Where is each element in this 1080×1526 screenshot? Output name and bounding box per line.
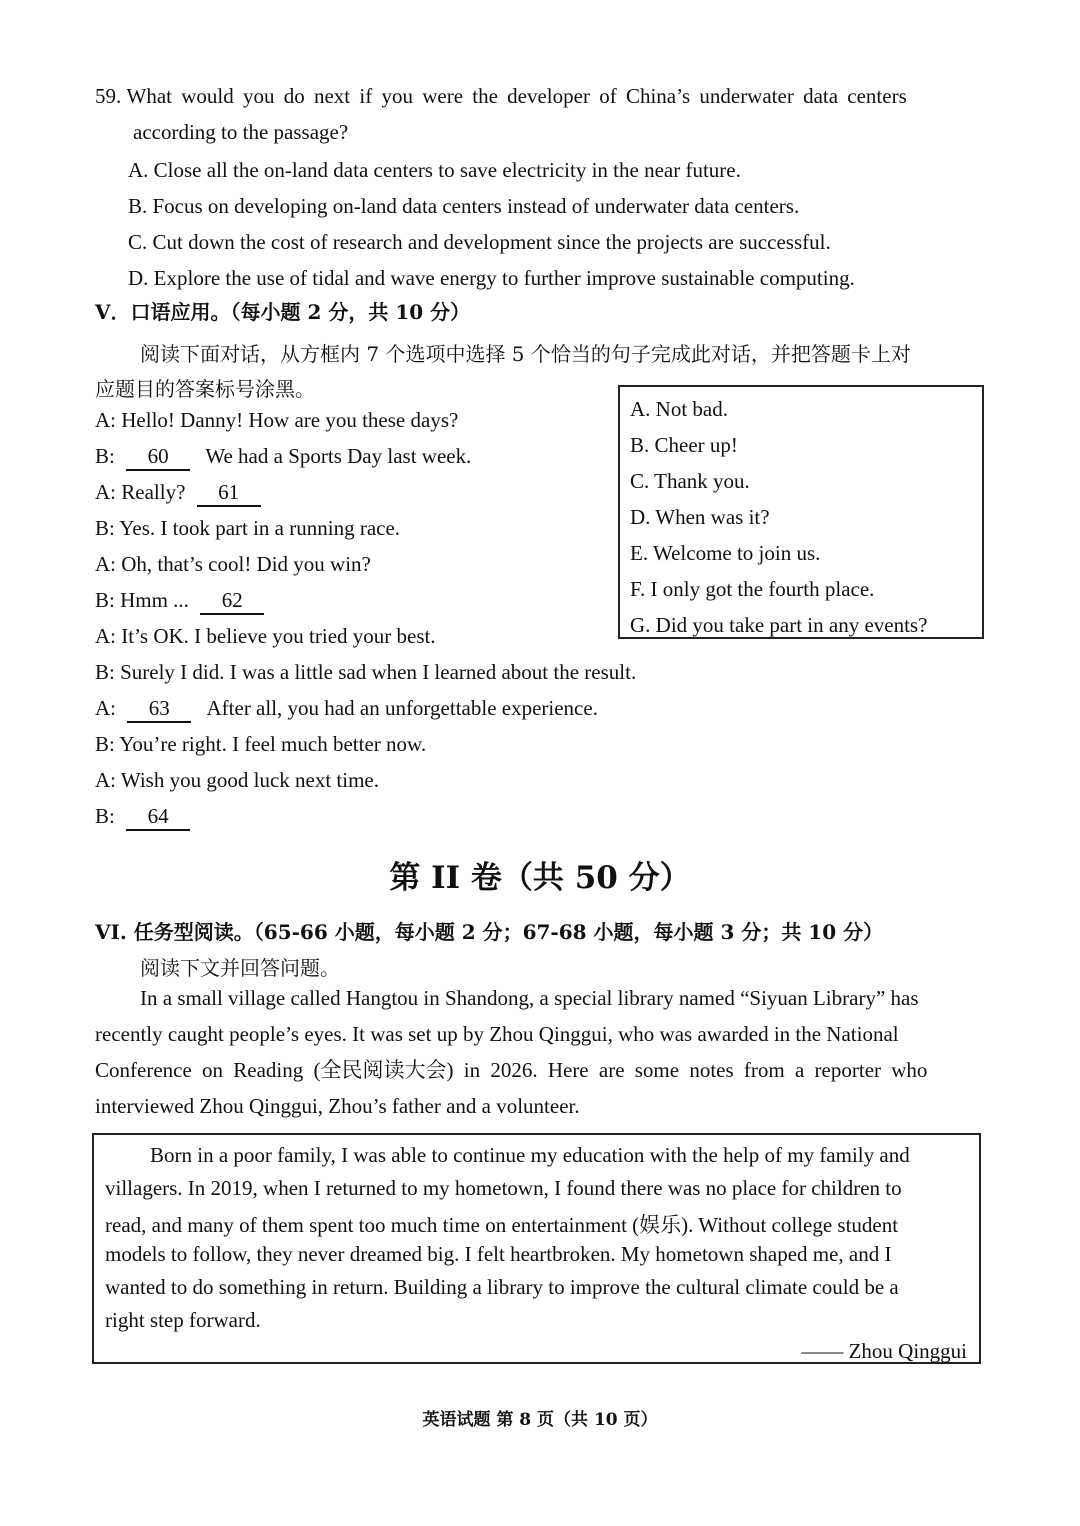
speaker: B:: [95, 804, 115, 828]
question-59-stem-line2: according to the passage?: [133, 120, 349, 144]
answer-blank-61[interactable]: 61: [197, 482, 261, 507]
dialogue-text: A: Really?: [95, 480, 186, 504]
dialogue-line-5: A: Oh, that’s cool! Did you win?: [95, 552, 371, 576]
dialogue-text: B: Hmm ...: [95, 588, 189, 612]
quote-line-2: villagers. In 2019, when I returned to my hometown, I found there was no place for children to: [105, 1176, 902, 1200]
passage-line-1: In a small village called Hangtou in Shandong, a special library named “Siyuan Library” has: [140, 986, 919, 1010]
quote-line-6: right step forward.: [105, 1308, 261, 1332]
quote-author: —— Zhou Qinggui: [801, 1339, 967, 1363]
dialogue-line-7: A: It’s OK. I believe you tried your best.: [95, 624, 436, 648]
dialogue-line-6: [95, 590, 264, 615]
section-6-instruction: 阅读下文并回答问题。: [140, 956, 340, 980]
dialogue-text: After all, you had an unforgettable experience.: [206, 696, 598, 720]
dialogue-line-12: [95, 806, 190, 831]
choice-b: B. Cheer up!: [630, 433, 738, 457]
quote-line-1: Born in a poor family, I was able to continue my education with the help of my family and: [150, 1143, 910, 1167]
choice-g: G. Did you take part in any events?: [630, 613, 928, 637]
answer-blank-63[interactable]: 63: [127, 698, 191, 723]
answer-blank-64[interactable]: 64: [126, 806, 190, 831]
option-b: B. Focus on developing on-land data centers instead of underwater data centers.: [128, 194, 800, 218]
choice-c: C. Thank you.: [630, 469, 750, 493]
option-c: C. Cut down the cost of research and development since the projects are successful.: [128, 230, 831, 254]
dialogue-line-10: B: You’re right. I feel much better now.: [95, 732, 427, 756]
choices-box: [618, 385, 984, 639]
quote-line-4: models to follow, they never dreamed big. I felt heartbroken. My hometown shaped me, and I: [105, 1242, 892, 1266]
dialogue-line-11: A: Wish you good luck next time.: [95, 768, 379, 792]
choice-f: F. I only got the fourth place.: [630, 577, 875, 601]
question-number: 59.: [95, 84, 122, 108]
answer-blank-62[interactable]: 62: [200, 590, 264, 615]
option-a: A. Close all the on-land data centers to save electricity in the near future.: [128, 158, 741, 182]
dialogue-line-3: [95, 482, 261, 507]
dialogue-line-2: [95, 446, 471, 471]
answer-blank-60[interactable]: 60: [126, 446, 190, 471]
quote-line-5: wanted to do something in return. Building a library to improve the cultural climate could be a: [105, 1275, 899, 1299]
section-5-instruction-line2: 应题目的答案标号涂黑。: [95, 377, 315, 401]
quote-box: [92, 1133, 981, 1364]
passage-line-3: Conference on Reading (全民阅读大会) in 2026. Here are some notes from a reporter who: [95, 1058, 928, 1082]
section-5-heading: V．口语应用。（每小题 2 分，共 10 分）: [95, 300, 471, 324]
part-2-heading: 第 II 卷（共 50 分）: [389, 860, 691, 896]
question-59-stem-line1: [95, 84, 907, 109]
passage-line-2: recently caught people’s eyes. It was set up by Zhou Qinggui, who was awarded in the National: [95, 1022, 899, 1046]
choice-d: D. When was it?: [630, 505, 770, 529]
section-6-heading: VI. 任务型阅读。（65-66 小题，每小题 2 分；67-68 小题，每小题 3 分；共 10 分）: [95, 920, 884, 944]
question-text: What would you do next if you were the developer of China’s underwater data centers: [126, 84, 907, 108]
dialogue-text: We had a Sports Day last week.: [205, 444, 472, 468]
speaker: A:: [95, 696, 116, 720]
speaker: B:: [95, 444, 115, 468]
page-footer: 英语试题 第 8 页（共 10 页）: [422, 1410, 658, 1430]
quote-line-3: read, and many of them spent too much time on entertainment (娱乐). Without college student: [105, 1213, 899, 1237]
passage-line-4: interviewed Zhou Qinggui, Zhou’s father and a volunteer.: [95, 1094, 580, 1118]
choice-e: E. Welcome to join us.: [630, 541, 821, 565]
choice-a: A. Not bad.: [630, 397, 728, 421]
dialogue-line-4: B: Yes. I took part in a running race.: [95, 516, 401, 540]
dialogue-line-8: B: Surely I did. I was a little sad when I learned about the result.: [95, 660, 637, 684]
option-d: D. Explore the use of tidal and wave energy to further improve sustainable computing.: [128, 266, 855, 290]
dialogue-line-9: [95, 698, 598, 723]
dialogue-line-1: A: Hello! Danny! How are you these days?: [95, 408, 459, 432]
section-5-instruction-line1: 阅读下面对话，从方框内 7 个选项中选择 5 个恰当的句子完成此对话，并把答题卡上对: [140, 342, 911, 366]
